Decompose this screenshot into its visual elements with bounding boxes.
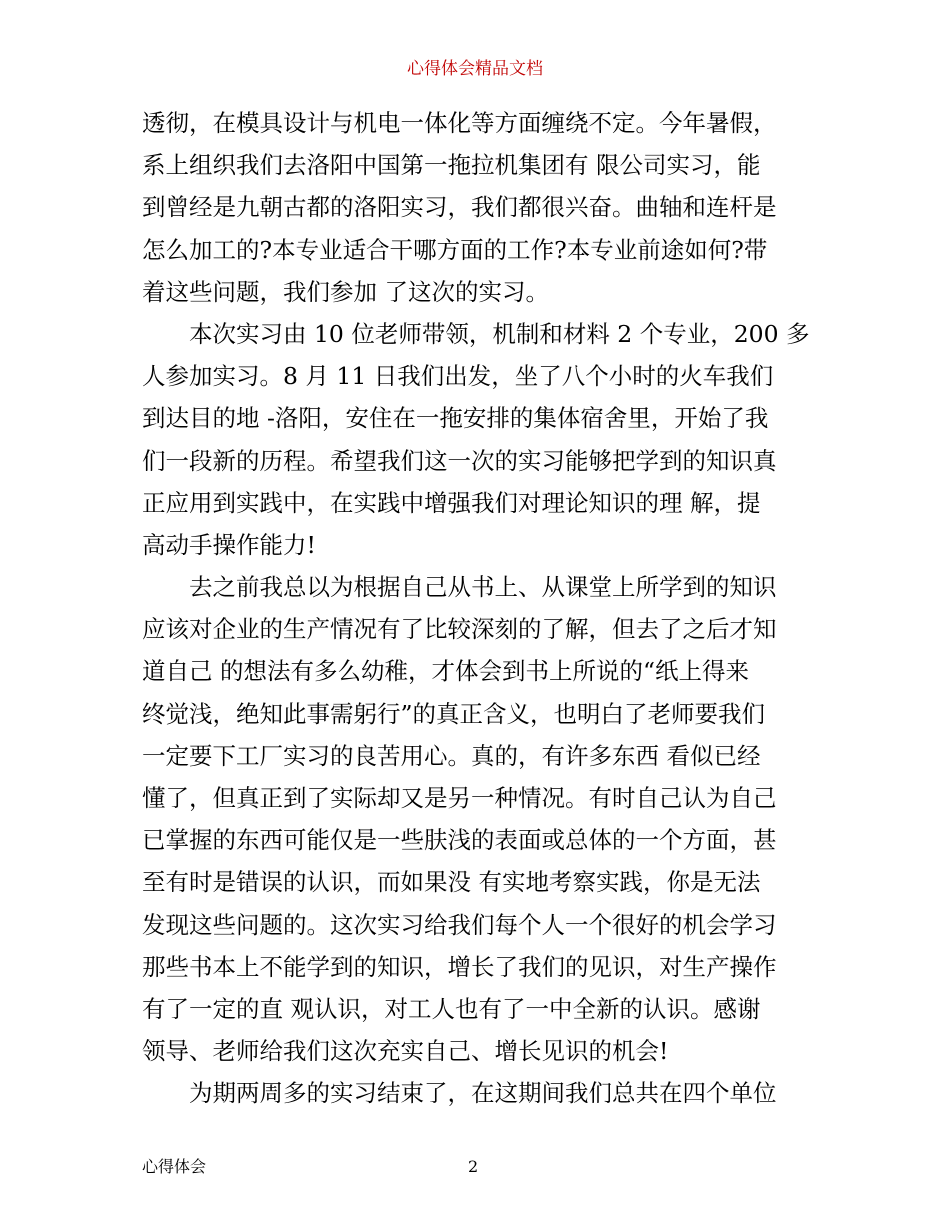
text-line: 着这些问题，我们参加 了这次的实习。	[142, 277, 549, 306]
paragraph-first-line: 为期两周多的实习结束了，在这期间我们总共在四个单位	[189, 1079, 777, 1108]
footer-label: 心得体会	[142, 1157, 207, 1176]
document-body	[142, 102, 822, 1115]
text-line: 道自己 的想法有多么幼稚，才体会到书上所说的“纸上得来	[142, 657, 749, 686]
paragraph-first-line: 本次实习由 10 位老师带领，机制和材料 2 个专业，200 多	[189, 319, 810, 348]
text-line: 透彻，在模具设计与机电一体化等方面缠绕不定。今年暑假，	[142, 109, 777, 137]
text-line: 高动手操作能力!	[142, 530, 316, 559]
text-line: 有了一定的直 观认识，对工人也有了一中全新的认识。感谢	[142, 994, 761, 1023]
text-line: 到曾经是九朝古都的洛阳实习，我们都很兴奋。曲轴和连杆是	[142, 193, 777, 222]
text-line: 系上组织我们去洛阳中国第一拖拉机集团有 限公司实习，能	[142, 151, 761, 180]
text-line: 们一段新的历程。希望我们这一次的实习能够把学到的知识真	[142, 446, 777, 475]
text-line: 发现这些问题的。这次实习给我们每个人一个很好的机会学习	[142, 910, 777, 939]
text-line: 终觉浅，绝知此事需躬行”的真正含义，也明白了老师要我们	[142, 699, 766, 728]
text-line: 正应用到实践中，在实践中增强我们对理论知识的理 解，提	[142, 488, 761, 517]
page-number: 2	[468, 1157, 479, 1176]
text-line: 已掌握的东西可能仅是一些肤浅的表面或总体的一个方面，甚	[142, 826, 777, 855]
text-line: 领导、老师给我们这次充实自己、增长见识的机会!	[142, 1037, 669, 1066]
text-line: 那些书本上不能学到的知识，增长了我们的见识，对生产操作	[142, 952, 777, 981]
text-line: 应该对企业的生产情况有了比较深刻的了解，但去了之后才知	[142, 615, 777, 644]
text-line: 懂了，但真正到了实际却又是另一种情况。有时自己认为自己	[142, 784, 777, 812]
text-line: 一定要下工厂实习的良苦用心。真的，有许多东西 看似已经	[142, 741, 761, 770]
text-line: 到达目的地 -洛阳，安住在一拖安排的集体宿舍里，开始了我	[142, 404, 769, 433]
text-line: 至有时是错误的认识，而如果没 有实地考察实践，你是无法	[142, 868, 761, 897]
text-line: 怎么加工的?本专业适合干哪方面的工作?本专业前途如何?带	[142, 235, 768, 264]
text-line: 人参加实习。8 月 11 日我们出发，坐了八个小时的火车我们	[142, 362, 774, 391]
document-header-title: 心得体会精品文档	[407, 59, 543, 79]
paragraph-first-line: 去之前我总以为根据自己从书上、从课堂上所学到的知识	[189, 573, 777, 602]
